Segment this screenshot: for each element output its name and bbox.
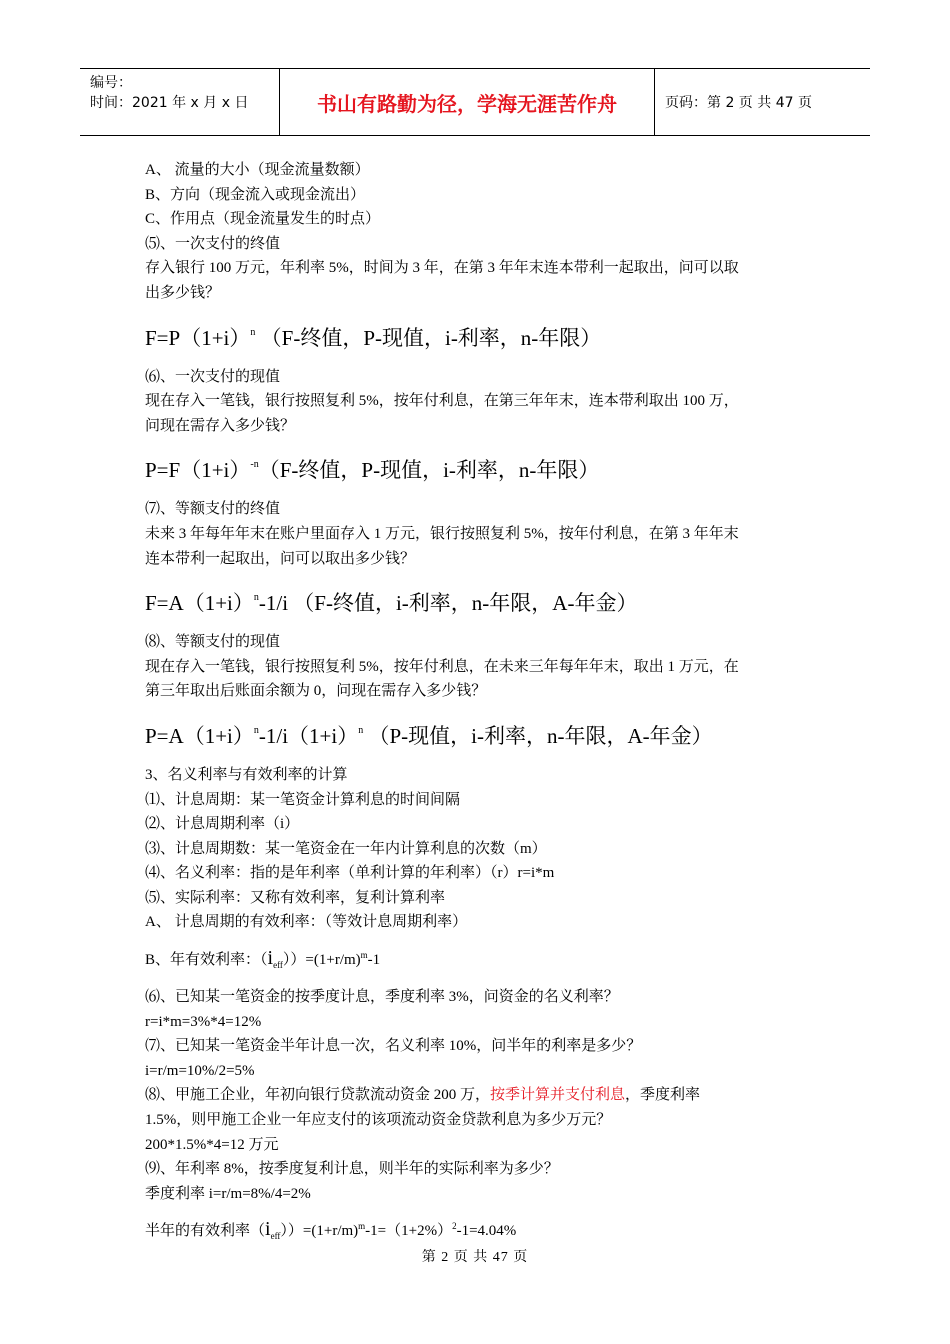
text-line: A、 流量的大小（现金流量数额）: [145, 162, 370, 178]
formula-superscript: 2: [452, 1221, 457, 1232]
formula-future-value: [145, 318, 815, 353]
formula-annuity-future-value: [145, 583, 815, 618]
section-heading: 3、名义利率与有效利率的计算: [145, 766, 348, 783]
text-line: 存入银行 100 万元，年利率 5%，时间为 3 年，在第 3 年年末连本带利一起取出，问可以取: [145, 260, 739, 277]
text-line: 季度利率 i=r/m=8%/4=2%: [145, 1185, 311, 1202]
text-line: 第三年取出后账面余额为 0，问现在需存入多少钱？: [145, 683, 487, 700]
text-line: A、 计息周期的有效利率：（等效计息周期利率）: [145, 914, 468, 931]
page-header: [80, 68, 870, 136]
formula-part: -1/i（1+i）: [258, 723, 359, 748]
formula-superscript: m: [358, 1221, 366, 1232]
text-line: B、方向（现金流入或现金流出）: [145, 186, 366, 203]
formula-part: B、年有效利率：（: [145, 952, 268, 969]
formula-part: -1=4.04%: [456, 1223, 517, 1240]
formula-part: （P-现值，i-利率，n-年限，A-年金）: [363, 723, 713, 748]
text-line: [145, 1083, 815, 1108]
formula-subscript: eff: [270, 1231, 281, 1242]
formula-subscript: eff: [273, 960, 283, 971]
formula-part: -1=（1+2%）: [365, 1223, 453, 1240]
formula-half-year-effective-rate: [145, 1214, 815, 1248]
text-line: 问现在需存入多少钱？: [145, 417, 296, 434]
section-heading: ⑹、一次支付的现值: [145, 368, 281, 385]
formula-superscript: n: [250, 326, 256, 338]
number-label: 编号：: [90, 75, 132, 91]
text-line: 现在存入一笔钱，银行按照复利 5%，按年付利息，在第三年年末，连本带利取出 100 万，: [145, 393, 739, 410]
text-line: ⑴、计息周期：某一笔资金计算利息的时间间隔: [145, 791, 461, 808]
page-footer: 第 2 页 共 47 页: [421, 1250, 529, 1265]
formula-annuity-present-value: [145, 716, 815, 751]
text-line: ⑼、年利率 8%，按季度复利计息，则半年的实际利率为多少？: [145, 1161, 559, 1178]
highlighted-text: 按季计算并支付利息: [490, 1087, 626, 1104]
header-page-info: 页码：第 2 页 共 47 页: [665, 95, 812, 111]
formula-part: F=A（1+i）: [145, 591, 254, 616]
formula-part: ））=(1+r/m): [280, 1223, 359, 1240]
text-line: C、作用点（现金流量发生的时点）: [145, 211, 381, 228]
text-line: 出多少钱？: [145, 284, 221, 301]
header-motto: 书山有路勤为径，学海无涯苦作舟: [280, 69, 655, 135]
text-part: ，季度利率: [625, 1087, 701, 1104]
section-heading: ⑸、一次支付的终值: [145, 235, 281, 252]
formula-part: P=A（1+i）: [145, 723, 254, 748]
formula-superscript: n: [253, 592, 259, 604]
text-line: ⑸、实际利率：又称有效利率，复利计算利率: [145, 889, 446, 906]
formula-part: F=P（1+i）: [145, 325, 251, 350]
section-heading: ⑻、等额支付的现值: [145, 634, 281, 651]
text-part: ⑻、甲施工企业，年初向银行贷款流动资金 200 万，: [145, 1087, 491, 1104]
formula-superscript: -n: [250, 459, 259, 471]
section-heading: ⑺、等额支付的终值: [145, 501, 281, 518]
formula-annual-effective-rate: [145, 943, 815, 977]
text-line: 现在存入一笔钱，银行按照复利 5%，按年付利息，在未来三年每年年末，取出 1 万元，在: [145, 658, 739, 675]
formula-superscript: m: [360, 950, 368, 961]
text-line: 200*1.5%*4=12 万元: [145, 1136, 279, 1153]
text-line: 未来 3 年每年年末在账户里面存入 1 万元，银行按照复利 5%，按年付利息，在第 3 年年末: [145, 525, 739, 542]
header-left-cell: [80, 69, 280, 135]
formula-part: -1: [367, 952, 381, 969]
text-line: r=i*m=3%*4=12%: [145, 1013, 262, 1030]
text-line: ⑷、名义利率：指的是年利率（单利计算的年利率）（r）r=i*m: [145, 865, 555, 882]
text-line: ⑺、已知某一笔资金半年计息一次，名义利率 10%，问半年的利率是多少？: [145, 1038, 642, 1055]
formula-present-value: [145, 450, 815, 485]
formula-part: （F-终值，P-现值，i-利率，n-年限）: [255, 325, 602, 350]
text-line: 1.5%，则甲施工企业一年应支付的该项流动资金贷款利息为多少万元？: [145, 1112, 612, 1129]
formula-part: P=F（1+i）: [145, 458, 251, 483]
formula-superscript: n: [253, 724, 259, 736]
formula-part: 半年的有效利率（: [145, 1223, 266, 1240]
text-line: ⑵、计息周期利率（i）: [145, 816, 300, 833]
text-line: 连本带利一起取出，问可以取出多少钱？: [145, 550, 416, 567]
document-body: [145, 158, 815, 1256]
formula-part: ））=(1+r/m): [282, 952, 361, 969]
formula-part: -1/i （F-终值，i-利率，n-年限，A-年金）: [258, 591, 638, 616]
text-line: ⑶、计息周期数：某一笔资金在一年内计算利息的次数（m）: [145, 840, 547, 857]
formula-superscript: n: [358, 724, 364, 736]
formula-part: i: [267, 947, 274, 970]
time-label: 时间：2021 年 x 月 x 日: [90, 95, 249, 111]
text-line: i=r/m=10%/2=5%: [145, 1062, 255, 1079]
formula-part: i: [265, 1218, 271, 1241]
formula-part: （F-终值，P-现值，i-利率，n-年限）: [258, 458, 600, 483]
text-line: ⑹、已知某一笔资金的按季度计息，季度利率 3%，问资金的名义利率？: [145, 989, 619, 1006]
